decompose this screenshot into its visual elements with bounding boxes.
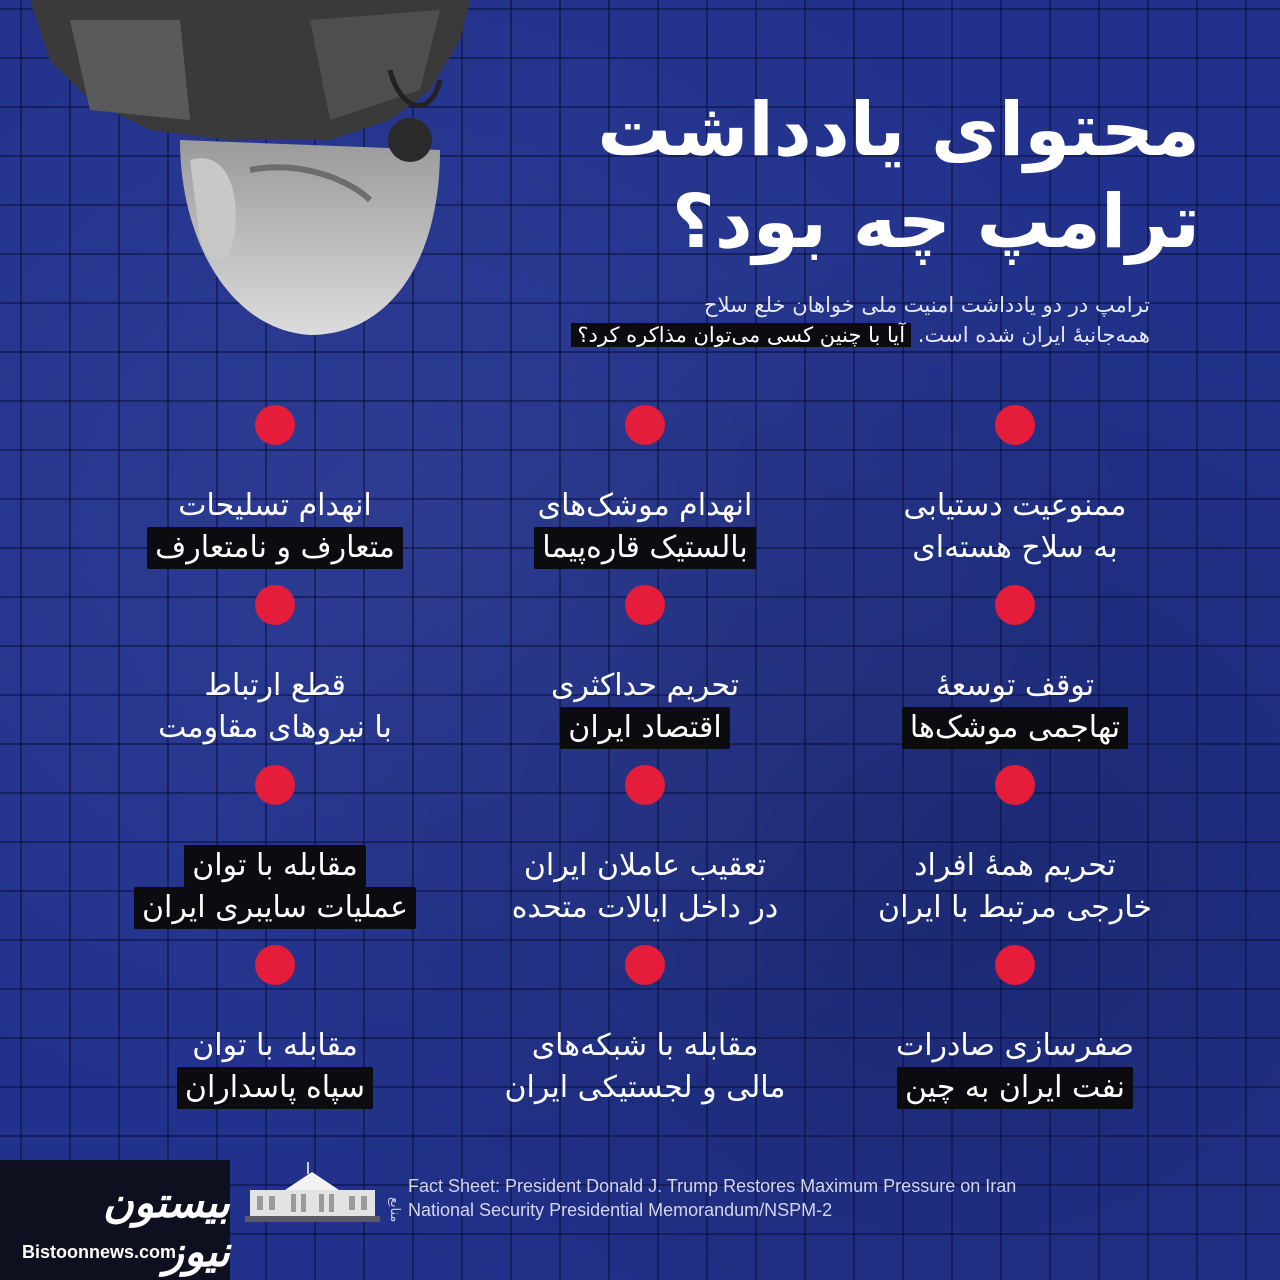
red-circle-bullet-icon (625, 585, 665, 625)
red-circle-bullet-icon (995, 405, 1035, 445)
demand-line-1: انهدام تسلیحات (178, 488, 372, 523)
subtitle-line-2-plain: همه‌جانبهٔ ایران شده است. (917, 323, 1150, 347)
title-line-2: ترامپ چه بود؟ (671, 179, 1200, 265)
upside-down-portrait-photo (30, 0, 470, 340)
demand-line-1: قطع ارتباط (204, 668, 346, 703)
red-circle-bullet-icon (995, 945, 1035, 985)
demand-item (90, 405, 460, 569)
demand-line-2: متعارف و نامتعارف (147, 527, 403, 569)
demand-line-1: تحریم حداکثری (550, 668, 740, 703)
red-circle-bullet-icon (995, 585, 1035, 625)
demand-line-2: به سلاح هسته‌ای (912, 530, 1118, 565)
demand-line-2: سپاه پاسداران (177, 1067, 373, 1109)
demand-line-2: با نیروهای مقاومت (158, 710, 392, 745)
demand-line-1: صفرسازی صادرات (895, 1028, 1135, 1063)
demand-item (90, 585, 460, 749)
title-line-1: محتوای یادداشت (597, 87, 1200, 173)
demand-item (90, 765, 460, 929)
subtitle-line-2-highlight: آیا با چنین کسی می‌توان مذاکره کرد؟ (571, 323, 911, 347)
logo-name: بیستون نیوز (102, 1178, 230, 1276)
red-circle-bullet-icon (255, 585, 295, 625)
sources-label: منابع (387, 1196, 402, 1222)
demand-line-2: در داخل ایالات متحده (511, 890, 779, 925)
demand-line-2: مالی و لجستیکی ایران (504, 1070, 786, 1105)
bistoon-news-logo (0, 1160, 230, 1280)
red-circle-bullet-icon (995, 765, 1035, 805)
demand-line-2: تهاجمی موشک‌ها (902, 707, 1128, 749)
demand-item (830, 765, 1200, 929)
demand-line-2: نفت ایران به چین (897, 1067, 1133, 1109)
demand-line-1: مقابله با توان (192, 1028, 358, 1063)
demand-item (460, 405, 830, 569)
demand-line-1: توقف توسعهٔ (935, 668, 1095, 703)
demand-line-1: مقابله با شبکه‌های (531, 1028, 759, 1063)
red-circle-bullet-icon (625, 765, 665, 805)
red-circle-bullet-icon (625, 405, 665, 445)
red-circle-bullet-icon (625, 945, 665, 985)
demand-item (830, 945, 1200, 1109)
source-line: Fact Sheet: President Donald J. Trump Restores Maximum Pressure on Iran (408, 1176, 1017, 1196)
logo-url: Bistoonnews.com (22, 1242, 177, 1262)
demand-item (90, 945, 460, 1109)
demand-line-2: خارجی مرتبط با ایران (878, 890, 1152, 925)
demand-line-2: عملیات سایبری ایران (134, 887, 416, 929)
demand-line-2: اقتصاد ایران (560, 707, 729, 749)
sources (408, 1174, 1128, 1222)
red-circle-bullet-icon (255, 945, 295, 985)
page-title (500, 84, 1200, 268)
source-line: National Security Presidential Memorandum/NSPM-2 (408, 1200, 833, 1220)
demand-item (460, 945, 830, 1109)
subtitle-line-2 (370, 320, 1150, 350)
white-house-icon (245, 1160, 380, 1222)
demand-line-1: مقابله با توان (184, 845, 366, 887)
subtitle-line-1: ترامپ در دو یادداشت امنیت ملی خواهان خلع سلاح (704, 293, 1150, 317)
demand-item (460, 585, 830, 749)
subtitle (370, 290, 1150, 350)
demand-item (830, 585, 1200, 749)
demand-line-1: انهدام موشک‌های (537, 488, 753, 523)
demand-item (830, 405, 1200, 569)
red-circle-bullet-icon (255, 405, 295, 445)
demand-line-1: ممنوعیت دستیابی (903, 488, 1127, 523)
demand-item (460, 765, 830, 929)
demand-line-2: بالستیک قاره‌پیما (534, 527, 755, 569)
demand-line-1: تحریم همهٔ افراد (914, 848, 1116, 883)
demand-line-1: تعقیب عاملان ایران (523, 848, 767, 883)
red-circle-bullet-icon (255, 765, 295, 805)
